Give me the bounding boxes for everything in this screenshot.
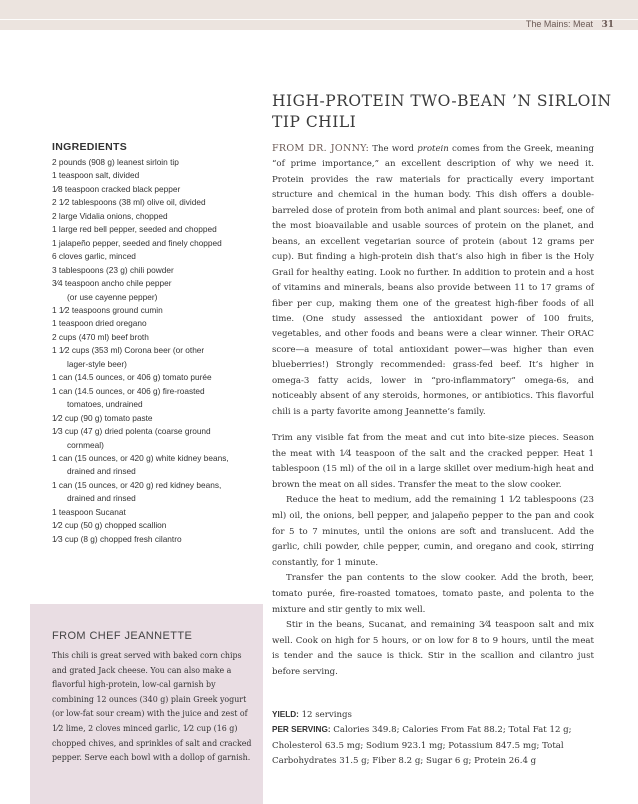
ingredient-item: 1 can (14.5 ounces, or 406 g) tomato purée bbox=[52, 372, 212, 383]
ingredient-item: 1 can (14.5 ounces, or 406 g) fire-roasted bbox=[52, 385, 205, 396]
yield-value: 12 servings bbox=[301, 710, 352, 720]
chef-tip-heading: FROM CHEF JEANNETTE bbox=[52, 630, 193, 642]
per-serving-label: PER SERVING: bbox=[272, 725, 331, 734]
ingredient-item: 1⁄2 cup (50 g) chopped scallion bbox=[52, 520, 167, 531]
intro-lead: FROM DR. JONNY: bbox=[272, 143, 370, 154]
method-section bbox=[272, 431, 594, 681]
intro-emphasis: protein bbox=[417, 144, 449, 154]
ingredient-item: 3⁄4 teaspoon ancho chile pepper bbox=[52, 278, 172, 289]
ingredient-item: 1⁄8 teaspoon cracked black pepper bbox=[52, 183, 181, 194]
method-step: Transfer the pan contents to the slow cooker. Add the broth, beer, tomato purée, fire-roasted tomatoes, tomato paste, and polenta to the mixture and stir gently to mix well. bbox=[272, 573, 594, 615]
ingredient-item: 1⁄2 cup (90 g) tomato paste bbox=[52, 412, 153, 423]
ingredient-item: 2 large Vidalia onions, chopped bbox=[52, 210, 168, 221]
ingredient-item: 1 teaspoon salt, divided bbox=[52, 170, 140, 181]
ingredient-item-continued: drained and rinsed bbox=[67, 493, 136, 504]
method-step: Reduce the heat to medium, add the remaining 1 1⁄2 tablespoons (23 ml) oil, the onions, bell pepper, and jalapeño pepper to the pan and cook for 5 to 7 minutes, until the onions are soft and translucent. Add the garlic, chili powder, chile pepper, cumin, and oregano and cook, stirring constantly, for 1 minute. bbox=[272, 495, 594, 568]
ingredient-item-continued: (or use cayenne pepper) bbox=[67, 291, 158, 302]
running-head-section: The Mains: Meat bbox=[525, 19, 593, 29]
per-serving-value: Calories 349.8; Calories From Fat 88.2; Total Fat 12 g; Cholesterol 63.5 mg; Sodium 923.1 mg; Potassium 847.5 mg; Total Carbohydrates 31.5 g; Fiber 8.2 g; Sugar 6 g; Protein 26.4 g bbox=[272, 725, 572, 766]
ingredient-item: 3 tablespoons (23 g) chili powder bbox=[52, 264, 174, 275]
ingredient-item: 1 can (15 ounces, or 420 g) white kidney beans, bbox=[52, 452, 229, 463]
nutrition-info bbox=[272, 722, 594, 770]
intro-paragraph bbox=[272, 141, 594, 420]
page-number: 31 bbox=[601, 20, 614, 30]
ingredient-item: 1 teaspoon dried oregano bbox=[52, 318, 147, 329]
ingredients-list bbox=[52, 156, 262, 546]
ingredient-item-continued: cornmeal) bbox=[67, 439, 104, 450]
ingredient-item: 2 pounds (908 g) leanest sirloin tip bbox=[52, 157, 179, 167]
ingredient-item-continued: lager-style beer) bbox=[67, 358, 127, 369]
ingredient-item: 6 cloves garlic, minced bbox=[52, 251, 136, 262]
ingredient-item: 1 1⁄2 teaspoons ground cumin bbox=[52, 304, 163, 315]
method-step: Stir in the beans, Sucanat, and remaining 3⁄4 teaspoon salt and mix well. Cook on high for 5 hours, or on low for 8 to 9 hours, until the meat is tender and the sauce is thick. Stir in the scallion and cilantro just before serving. bbox=[272, 620, 594, 677]
running-head bbox=[526, 19, 614, 30]
intro-body: comes from the Greek, meaning “of prime importance,” an excellent description of why we need it. Protein provides the raw materials for practically every important structure and chemical in the human body. This dish offers a double-barreled dose of protein from both animal and plant sources: beef, one of the most bioavailable and usable sources of protein on the planet, and beans, an excellent vegetarian source of protein (about 12 grams per cup). But finding a high-protein dish that’s also high in fiber is the Holy Grail for healthy eating. Look no further. In addition to protein and a host of vitamins and minerals, beans also provide between 11 to 17 grams of fiber per cup, making them one of the greatest high-fiber foods of all time. (One study assessed the antioxidant power of 100 fruits, vegetables, and other foods and beans were a clear winner. Their ORAC score—a measure of total antioxidant power—was higher than even blueberries!) Strongly recommended: grass-fed beef. It’s higher in omega-3 fatty acids, lower in “pro-inflammatory” omega-6s, and noticeably absent of any steroids, hormones, or antibiotics. This flavorful chili is a party favorite among Jeannette’s family. bbox=[272, 144, 594, 417]
ingredient-item: 1 teaspoon Sucanat bbox=[52, 506, 126, 517]
ingredient-item-continued: drained and rinsed bbox=[67, 466, 136, 477]
yield-line bbox=[272, 707, 594, 723]
ingredient-item: 2 1⁄2 tablespoons (38 ml) olive oil, divided bbox=[52, 197, 206, 208]
ingredient-item: 1⁄3 cup (8 g) chopped fresh cilantro bbox=[52, 533, 182, 544]
ingredient-item: 1 can (15 ounces, or 420 g) red kidney beans, bbox=[52, 479, 222, 490]
ingredient-item: 1 jalapeño pepper, seeded and finely chopped bbox=[52, 237, 222, 248]
yield-label: YIELD: bbox=[272, 710, 299, 719]
recipe-title: HIGH-PROTEIN TWO-BEAN ’N SIRLOIN TIP CHILI bbox=[272, 92, 612, 131]
chef-tip-body: This chili is great served with baked corn chips and grated Jack cheese. You can also make a flavorful high-protein, low-cal garnish by combining 12 ounces (340 g) plain Greek yogurt (or low-fat sour cream) with the juice and zest of 1⁄2 lime, 2 cloves minced garlic, 1⁄2 cup (16 g) chopped chives, and sprinkles of salt and cracked pepper. Serve each bowl with a dollop of garnish. bbox=[52, 651, 252, 763]
ingredient-item: 1 1⁄2 cups (353 ml) Corona beer (or other bbox=[52, 345, 205, 356]
ingredients-heading: INGREDIENTS bbox=[52, 141, 128, 153]
ingredient-item: 1⁄3 cup (47 g) dried polenta (coarse ground bbox=[52, 426, 211, 437]
ingredient-item: 1 large red bell pepper, seeded and chopped bbox=[52, 224, 217, 235]
ingredient-item: 2 cups (470 ml) beef broth bbox=[52, 331, 149, 342]
intro-pre: The word bbox=[369, 144, 418, 154]
ingredient-item-continued: tomatoes, undrained bbox=[67, 399, 143, 410]
method-step: Trim any visible fat from the meat and cut into bite-size pieces. Season the meat with 1⁄4 teaspoon of the salt and the cracked pepper. Heat 1 tablespoon (15 ml) of the oil in a large skillet over medium-high heat and brown the meat on all sides. Transfer the meat to the slow cooker. bbox=[272, 433, 594, 490]
